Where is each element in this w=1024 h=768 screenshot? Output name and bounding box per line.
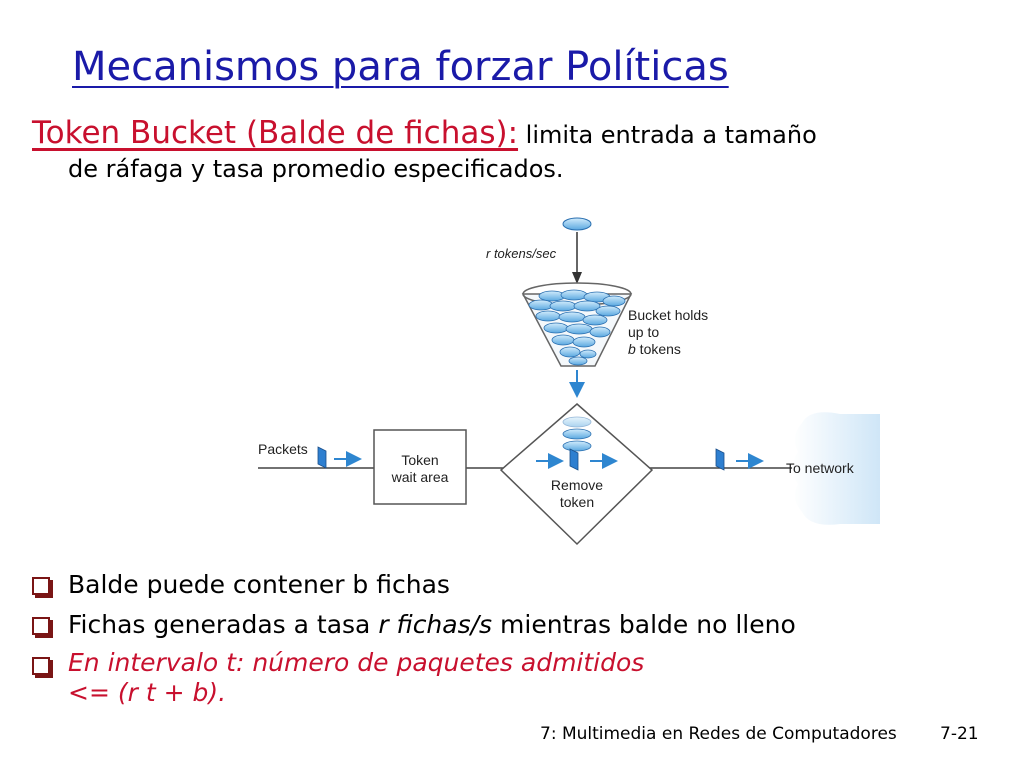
wait-label-2: wait area: [391, 469, 449, 485]
bullet-item: Fichas generadas a tasa r fichas/s mientras balde no lleno: [32, 608, 992, 642]
bullet-3-line-2: <= (r t + b).: [68, 678, 227, 707]
bullet-3-line-1: En intervalo t: número de paquetes admitidos: [68, 648, 645, 677]
bullet-list: [32, 568, 992, 714]
slide-title: Mecanismos para forzar Políticas: [72, 44, 729, 90]
network-label: To network: [786, 460, 854, 476]
bullet-square-icon: [32, 617, 50, 635]
bucket-label-1: Bucket holds: [628, 307, 709, 323]
bucket-label-3: b tokens: [628, 341, 681, 357]
bullet-square-icon: [32, 577, 50, 595]
bullet-item: Balde puede contener b fichas: [32, 568, 992, 602]
footer-text: 7: Multimedia en Redes de Computadores: [540, 724, 897, 744]
intro-lead: Token Bucket (Balde de fichas):: [32, 115, 519, 151]
intro-rest-2: de ráfaga y tasa promedio especificados.: [68, 155, 564, 183]
bullet-item: [32, 648, 992, 708]
rate-label: r tokens/sec: [486, 246, 557, 261]
falling-token: [563, 218, 591, 230]
stacked-tokens: [563, 417, 591, 451]
bucket-label-2: up to: [628, 324, 660, 340]
wait-label-1: Token: [401, 452, 439, 468]
token-bucket-diagram: [250, 208, 880, 553]
remove-label-1: Remove: [550, 477, 604, 493]
bucket: [523, 283, 631, 366]
intro-text: [32, 114, 992, 184]
remove-label-2: token: [559, 494, 595, 510]
packets-label: Packets: [258, 441, 308, 457]
intro-rest-1: limita entrada a tamaño: [518, 121, 817, 149]
bullet-square-icon: [32, 657, 50, 675]
slide-number: 7-21: [940, 724, 979, 744]
